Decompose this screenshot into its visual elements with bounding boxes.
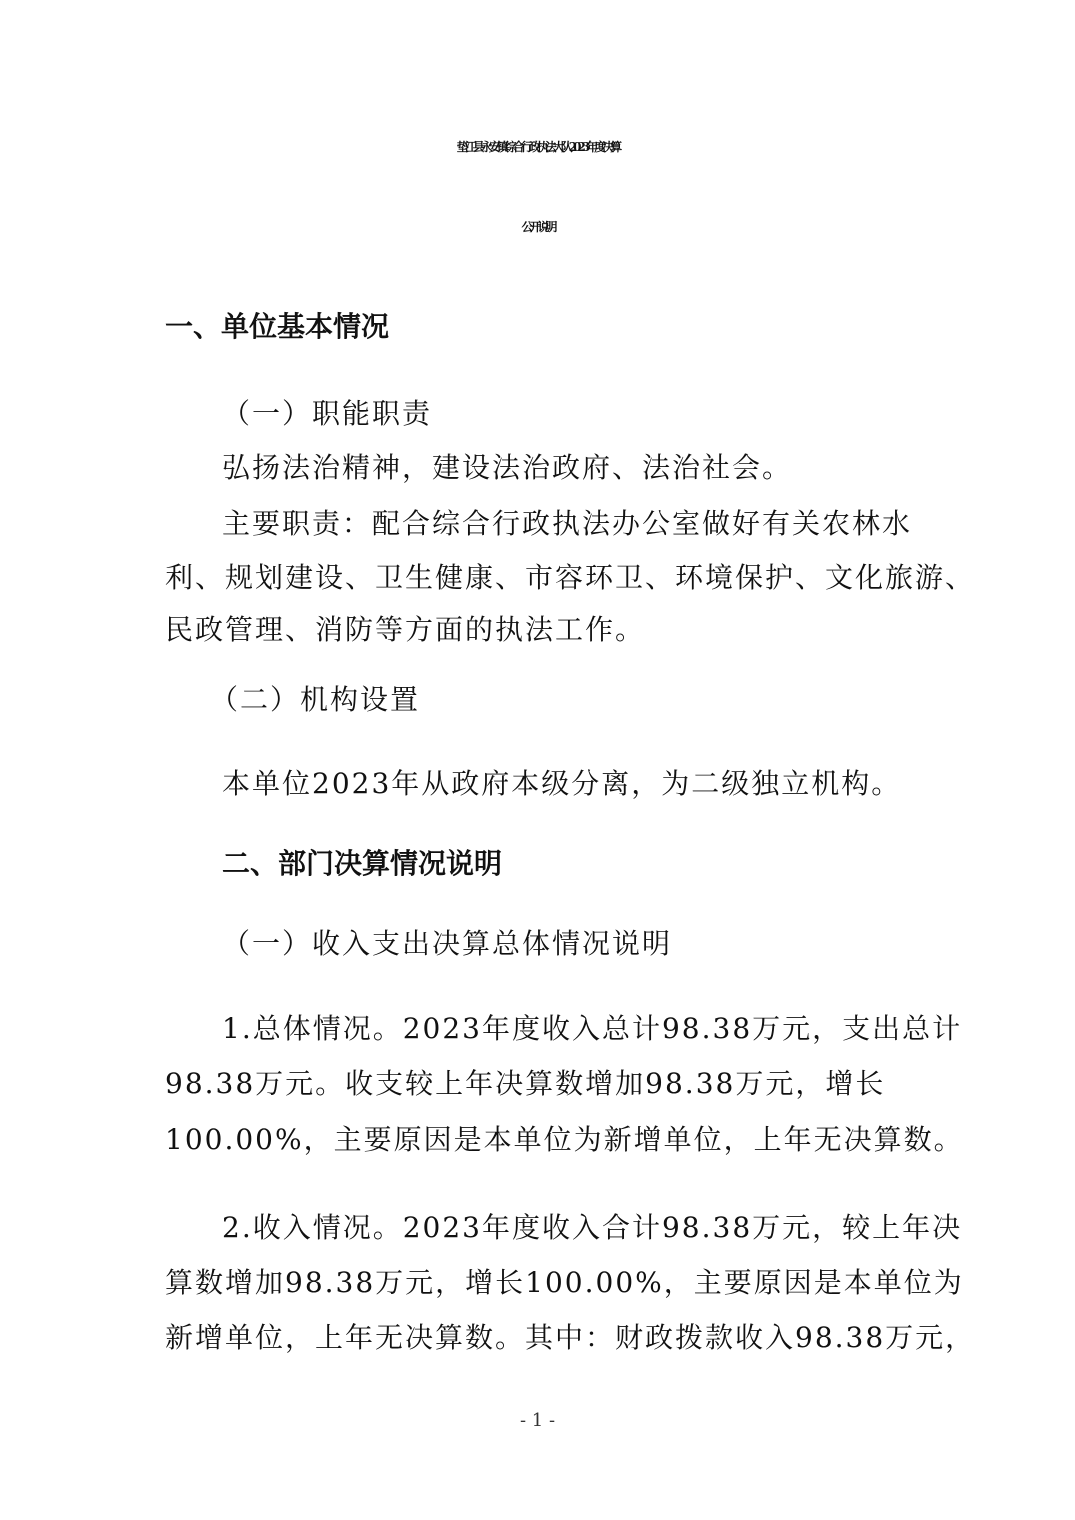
section1-paragraph-2-line-1: 主要职责：配合综合行政执法办公室做好有关农林水 xyxy=(222,507,913,540)
section2-paragraph-1-line-3: 100.00%，主要原因是本单位为新增单位，上年无决算数。 xyxy=(165,1123,964,1156)
document-title-line1: 垫江县永安镇综合行政执法大队2023年度决算 xyxy=(456,140,619,154)
section2-paragraph-1-line-1: 1.总体情况。2023年度收入总计98.38万元，支出总计 xyxy=(222,1012,963,1045)
section2-paragraph-2-line-1: 2.收入情况。2023年度收入合计98.38万元，较上年决 xyxy=(222,1211,963,1244)
section2-heading: 二、部门决算情况说明 xyxy=(222,847,503,880)
section2-paragraph-1-line-2: 98.38万元。收支较上年决算数增加98.38万元，增长 xyxy=(165,1067,886,1100)
page-number: - 1 - xyxy=(519,1410,556,1431)
document-title-line2: 公开说明 xyxy=(521,220,554,234)
section2-paragraph-2-line-2: 算数增加98.38万元，增长100.00%，主要原因是本单位为 xyxy=(165,1266,964,1299)
section1-heading: 一、单位基本情况 xyxy=(165,310,390,343)
section2-paragraph-2-line-3: 新增单位，上年无决算数。其中：财政拨款收入98.38万元， xyxy=(165,1321,976,1354)
section1-sub2-heading: （二）机构设置 xyxy=(210,683,421,716)
section2-sub1-heading: （一）收入支出决算总体情况说明 xyxy=(222,927,673,960)
section1-sub1-heading: （一）职能职责 xyxy=(222,397,433,430)
section1-paragraph-1: 弘扬法治精神，建设法治政府、法治社会。 xyxy=(222,451,793,484)
section1-paragraph-3: 本单位2023年从政府本级分离，为二级独立机构。 xyxy=(222,767,902,800)
section1-paragraph-2-line-3: 民政管理、消防等方面的执法工作。 xyxy=(165,613,646,646)
section1-paragraph-2-line-2: 利、规划建设、卫生健康、市容环卫、环境保护、文化旅游、 xyxy=(165,561,976,594)
